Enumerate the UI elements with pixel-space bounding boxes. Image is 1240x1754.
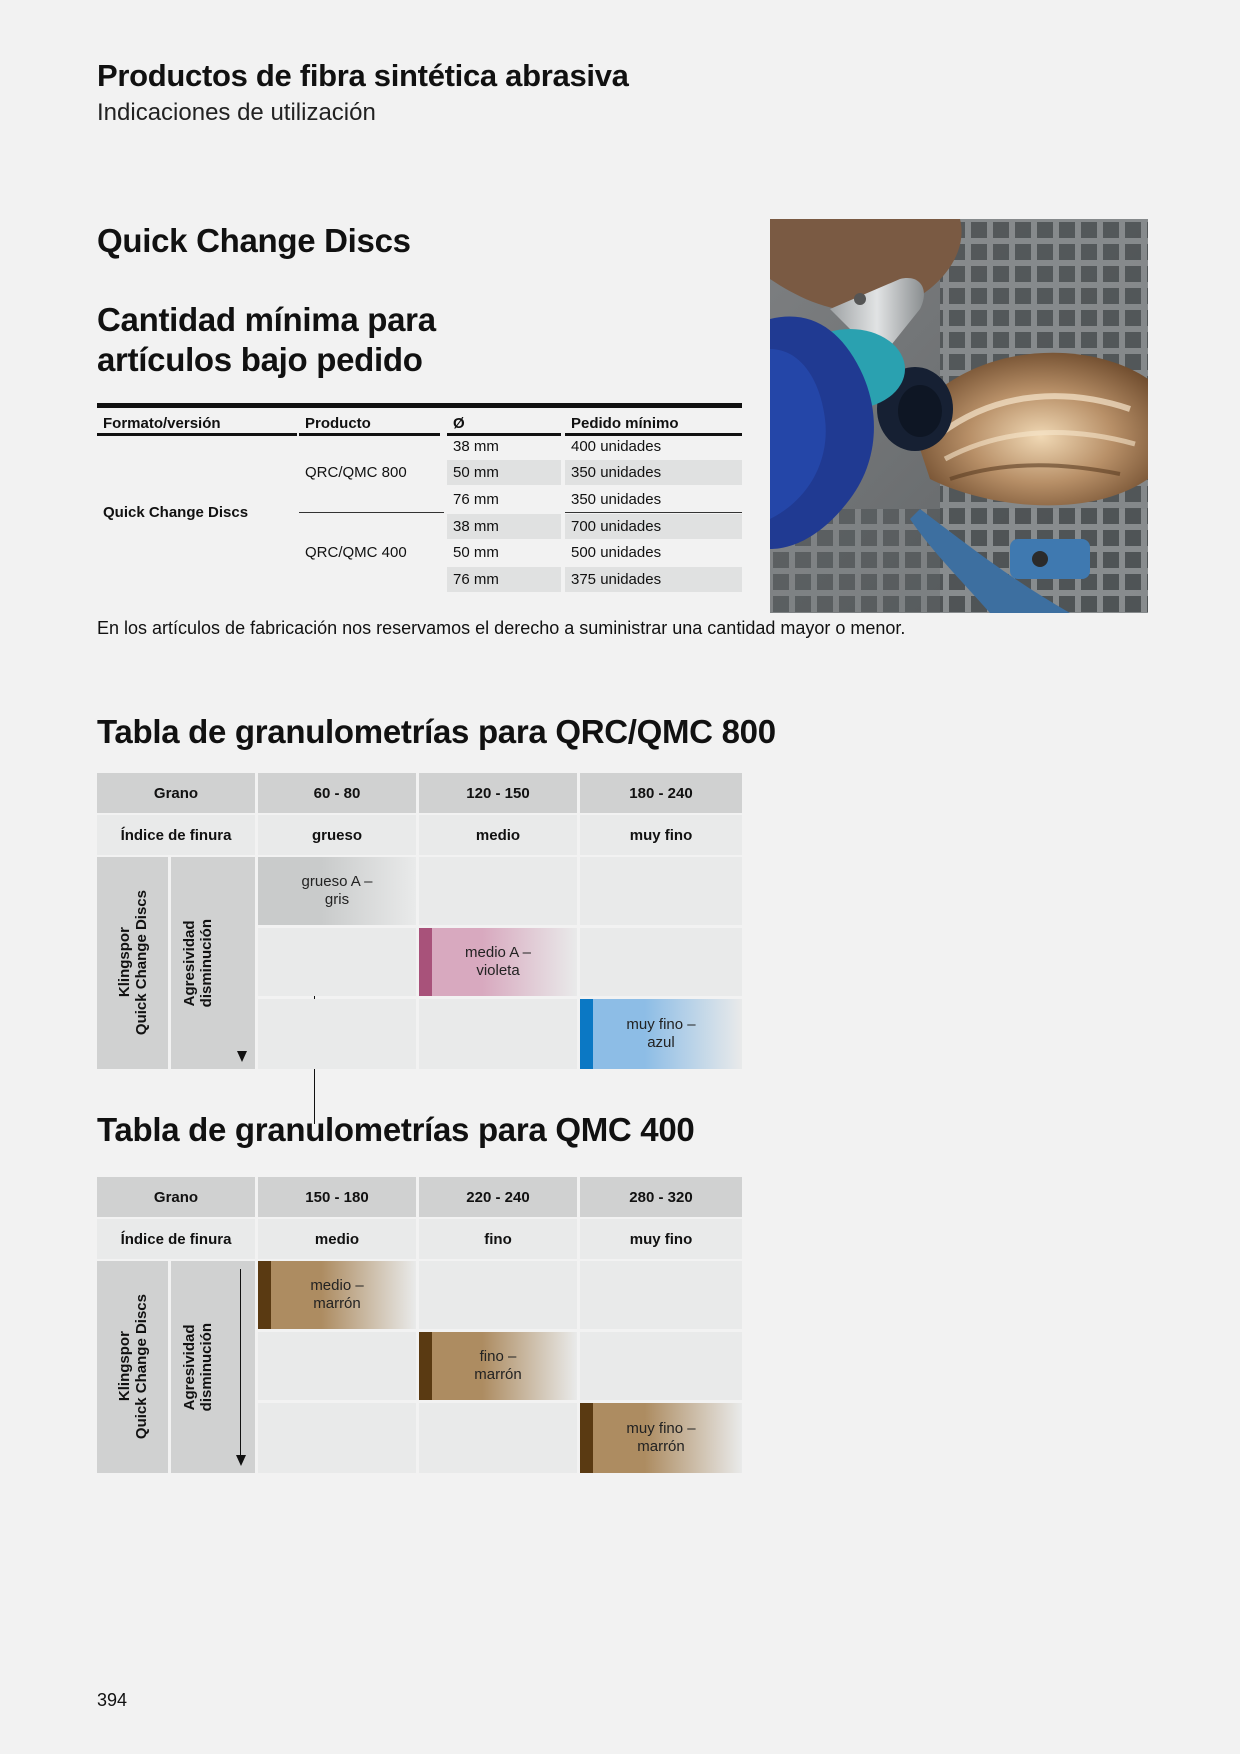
finura-value: fino xyxy=(419,1219,577,1259)
grain-range: 280 - 320 xyxy=(580,1177,742,1217)
grain-type-label xyxy=(626,1420,695,1456)
grain-table-400-title: Tabla de granulometrías para QMC 400 xyxy=(97,1111,695,1148)
header-diameter: Ø xyxy=(447,411,561,436)
side-label-cell xyxy=(97,1261,168,1473)
empty-cell xyxy=(580,857,742,925)
empty-cell xyxy=(419,1403,577,1473)
finura-value: muy fino xyxy=(580,1219,742,1259)
grain-type-cell xyxy=(258,857,416,925)
diameter-cell: 76 mm xyxy=(453,491,499,508)
group-separator xyxy=(565,512,742,513)
grano-label: Grano xyxy=(97,773,255,813)
grain-type-label xyxy=(310,1277,363,1313)
grain-type-line1: fino – xyxy=(479,1348,517,1365)
color-bar xyxy=(258,1261,271,1329)
empty-cell xyxy=(419,999,577,1069)
grinding-propeller-image xyxy=(770,219,1148,613)
aggressiveness-cell xyxy=(171,1261,255,1473)
note-text: En los artículos de fabricación nos reservamos el derecho a suministrar una cantidad mayor o menor. xyxy=(97,618,906,638)
table-top-rule xyxy=(97,403,742,408)
group-separator xyxy=(299,512,444,513)
min-order-cell: 400 unidades xyxy=(571,438,662,455)
grain-type-line1: medio A – xyxy=(465,944,531,961)
grain-type-line1: medio – xyxy=(310,1277,364,1294)
aggr-line2: disminución xyxy=(198,918,215,1008)
grain-table-800-title: Tabla de granulometrías para QRC/QMC 800 xyxy=(97,713,776,750)
empty-cell xyxy=(580,928,742,996)
empty-cell xyxy=(580,1261,742,1329)
color-bar xyxy=(419,1332,432,1400)
finura-value: medio xyxy=(258,1219,416,1259)
grain-type-line2: marrón xyxy=(474,1366,522,1383)
grain-type-cell xyxy=(419,1332,577,1400)
finura-label: Índice de finura xyxy=(97,1219,255,1259)
grain-type-label xyxy=(465,944,531,980)
grain-type-line1: muy fino – xyxy=(626,1016,696,1033)
grain-range: 150 - 180 xyxy=(258,1177,416,1217)
side-label-line1: Klingspor xyxy=(115,928,133,998)
diameter-cell: 50 mm xyxy=(447,460,561,485)
empty-cell xyxy=(419,1261,577,1329)
header-product: Producto xyxy=(299,411,440,436)
min-order-cell: 500 unidades xyxy=(571,544,662,561)
arrow-line xyxy=(240,1269,241,1455)
side-label xyxy=(116,890,150,1035)
min-order-cell: 350 unidades xyxy=(565,460,742,485)
grain-range: 60 - 80 xyxy=(258,773,416,813)
aggr-line1: Agresividad xyxy=(181,1324,198,1410)
section-subtitle-line1: Cantidad mínima para xyxy=(97,301,436,338)
grain-type-line1: grueso A – xyxy=(301,873,373,890)
finura-value: grueso xyxy=(258,815,416,855)
aggressiveness-label xyxy=(181,1323,215,1411)
min-order-cell: 350 unidades xyxy=(571,491,662,508)
min-order-cell: 375 unidades xyxy=(565,567,742,592)
grain-type-cell xyxy=(580,1403,742,1473)
header-format: Formato/versión xyxy=(97,411,297,436)
diameter-cell: 76 mm xyxy=(447,567,561,592)
grain-table-800 xyxy=(97,773,742,1069)
grain-range: 180 - 240 xyxy=(580,773,742,813)
min-order-cell: 700 unidades xyxy=(565,514,742,539)
grain-type-cell xyxy=(258,1261,416,1329)
side-label-line2: Quick Change Discs xyxy=(132,1294,150,1440)
color-bar xyxy=(419,928,432,996)
grain-range: 120 - 150 xyxy=(419,773,577,813)
product-cell: QRC/QMC 800 xyxy=(305,464,407,481)
grain-type-line2: violeta xyxy=(476,962,520,979)
page-title: Productos de fibra sintética abrasiva xyxy=(97,58,629,93)
grain-type-line1: muy fino – xyxy=(626,1420,696,1437)
page-number: 394 xyxy=(97,1690,128,1710)
empty-cell xyxy=(258,999,416,1069)
diameter-cell: 50 mm xyxy=(453,544,499,561)
finura-value: medio xyxy=(419,815,577,855)
aggressiveness-cell xyxy=(171,857,255,1069)
section-subtitle-line2: artículos bajo pedido xyxy=(97,341,423,378)
product-cell: QRC/QMC 400 xyxy=(305,544,407,561)
grain-type-line2: gris xyxy=(324,891,350,908)
diameter-cell: 38 mm xyxy=(453,438,499,455)
color-bar xyxy=(580,1403,593,1473)
aggr-line2: disminución xyxy=(198,1322,215,1412)
product-photo xyxy=(770,219,1148,613)
empty-cell xyxy=(419,857,577,925)
empty-cell xyxy=(258,928,416,996)
section-title: Quick Change Discs xyxy=(97,222,411,259)
empty-cell xyxy=(258,1403,416,1473)
side-label-cell xyxy=(97,857,168,1069)
side-label xyxy=(116,1294,150,1439)
arrow-down-icon xyxy=(237,1051,247,1062)
diameter-cell: 38 mm xyxy=(447,514,561,539)
grano-label: Grano xyxy=(97,1177,255,1217)
format-cell: Quick Change Discs xyxy=(103,504,249,521)
grain-type-cell xyxy=(580,999,742,1069)
grain-table-400 xyxy=(97,1177,742,1473)
grain-type-line2: azul xyxy=(647,1034,675,1051)
aggr-line1: Agresividad xyxy=(181,920,198,1006)
finura-label: Índice de finura xyxy=(97,815,255,855)
grain-type-cell xyxy=(419,928,577,996)
grain-type-label xyxy=(302,873,373,909)
empty-cell xyxy=(580,1332,742,1400)
grain-type-label xyxy=(474,1348,522,1384)
color-bar xyxy=(580,999,593,1069)
grain-type-line2: marrón xyxy=(313,1295,361,1312)
page-subtitle: Indicaciones de utilización xyxy=(97,99,376,126)
empty-cell xyxy=(258,1332,416,1400)
side-label-line2: Quick Change Discs xyxy=(132,890,150,1036)
side-label-line1: Klingspor xyxy=(115,1332,133,1402)
grain-type-label xyxy=(626,1016,695,1052)
finura-value: muy fino xyxy=(580,815,742,855)
header-min-order: Pedido mínimo xyxy=(565,411,742,436)
grain-range: 220 - 240 xyxy=(419,1177,577,1217)
grain-type-line2: marrón xyxy=(637,1438,685,1455)
arrow-down-icon xyxy=(236,1455,246,1466)
aggressiveness-label xyxy=(181,919,215,1007)
